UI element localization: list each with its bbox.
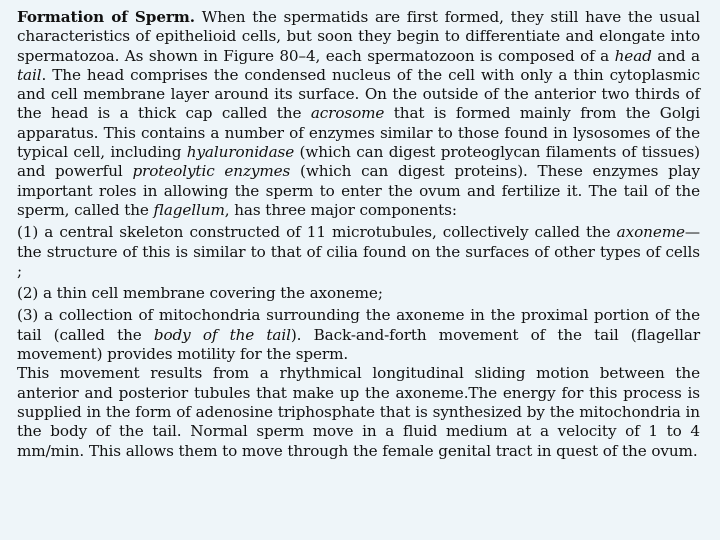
term-axoneme: axoneme xyxy=(616,223,685,242)
component-1-text-a: (1) a central skeleton constructed of 11 microtubules, collectively called the xyxy=(17,223,617,242)
component-1-text-b: — the structure of this is similar to that of cilia found on the surfaces of other types of cells ; xyxy=(17,223,700,280)
term-acrosome: acrosome xyxy=(310,104,385,123)
closing-paragraph: This movement results from a rhythmical longitudinal sliding motion between the anterior and posterior tubules that make up the axoneme.The energy for this process is supplied in the form of adenosine triphosphate that is synthesized by the mitochondria in the body of the tail. Normal sperm move in a fluid medium at a velocity of 1 to 4 mm/min. This allows them to move through the female genital tract in quest of the ovum. xyxy=(17,364,700,460)
term-proteolytic-enzymes: proteolytic enzymes xyxy=(132,162,291,181)
term-flagellum: flagellum xyxy=(153,200,225,219)
section-heading: Formation of Sperm. xyxy=(17,8,195,26)
component-3-text-a: (3) a collection of mitochondria surrounding the axoneme in the proximal portion of the tail (called the xyxy=(17,306,700,344)
intro-text-1: When the spermatids are first formed, they still have the usual characteristics of epithelioid cells, but soon they begin to differentiate and elongate into spermatozoa. As shown in Figure 80–4, each spermatozoon is composed of a xyxy=(17,8,700,65)
term-head: head xyxy=(614,46,652,65)
component-3-text-b: ). Back-and-forth movement of the tail (flagellar movement) provides motility for the sperm. xyxy=(17,325,700,364)
intro-text-4: that is formed mainly from the Golgi apparatus. This contains a number of enzymes similar to those found in lysosomes of the typical cell, including xyxy=(17,104,701,162)
intro-text-3: . The head comprises the condensed nucleus of the cell with only a thin cytoplasmic and cell membrane layer around its surface. On the outside of the anterior two thirds of the head is a thick cap called the xyxy=(17,65,700,123)
intro-text-2: and a xyxy=(651,46,700,65)
term-tail: tail xyxy=(17,65,42,84)
term-hyaluronidase: hyaluronidase xyxy=(186,143,295,162)
intro-text-7: , has three major components: xyxy=(224,200,457,219)
component-item-3 xyxy=(17,306,700,364)
intro-text-6: (which can digest proteins). These enzymes play important roles in allowing the sperm to enter the ovum and fertilize it. The tail of the sperm, called the xyxy=(17,162,700,219)
intro-paragraph xyxy=(17,8,700,220)
term-body-of-the-tail: body of the tail xyxy=(153,325,291,344)
component-item-1 xyxy=(17,223,700,281)
component-item-2: (2) a thin cell membrane covering the axoneme; xyxy=(17,284,383,303)
intro-text-5: (which can digest proteoglycan filaments of tissues) and powerful xyxy=(17,143,700,181)
